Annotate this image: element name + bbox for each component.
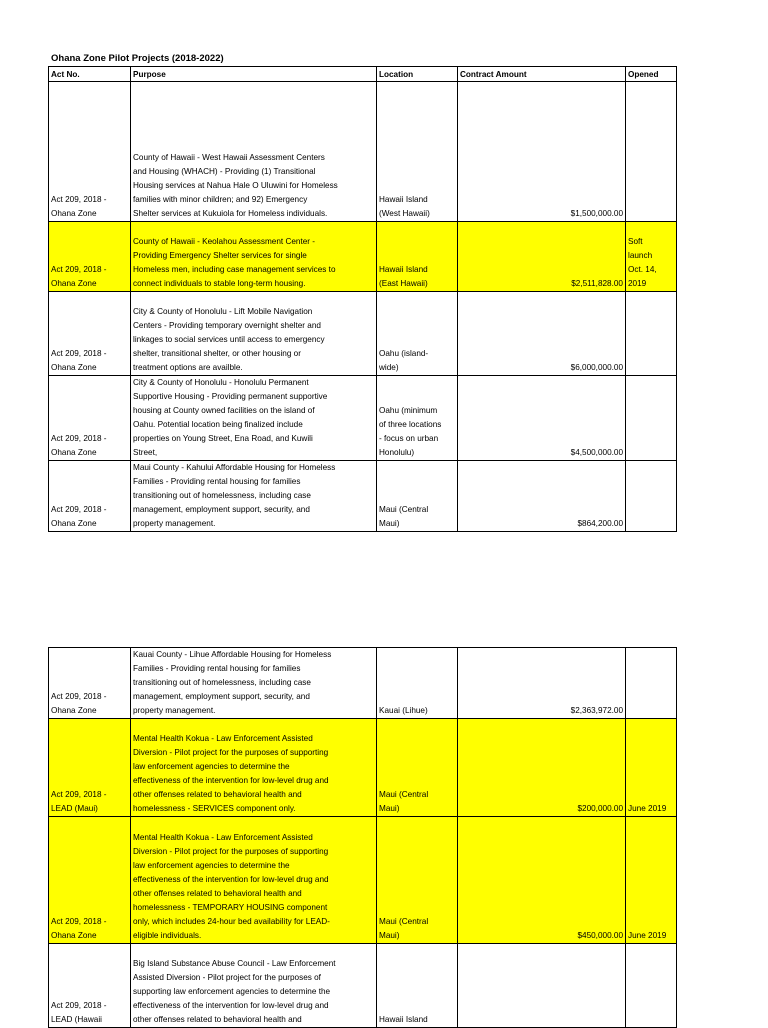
location-cell: Hawaii Island (East Hawaii) [377,222,458,292]
location-cell: Hawaii Island [377,944,458,1028]
amount-cell: $200,000.00 [458,719,626,817]
location-cell: Oahu (island- wide) [377,292,458,376]
projects-table [48,66,677,532]
purpose-cell: County of Hawaii - West Hawaii Assessment Centers and Housing (WHACH) - Providing (1) Transitional Housing services at Nahua Hale O Uluwini for Homeless families with minor children; and 92) Emergency Shelter services at Kukuiola for Homeless individuals. [131,82,377,222]
amount-cell: $4,500,000.00 [458,376,626,461]
opened-cell [626,82,677,222]
act-cell: Act 209, 2018 - Ohana Zone [49,376,131,461]
opened-cell [626,944,677,1028]
location-cell: Hawaii Island (West Hawaii) [377,82,458,222]
act-cell: Act 209, 2018 - Ohana Zone [49,817,131,944]
purpose-cell: Kauai County - Lihue Affordable Housing for Homeless Families - Providing rental housing for families transitioning out of homelessness, including case management, employment support, security, and property management. [131,648,377,719]
amount-cell: $2,511,828.00 [458,222,626,292]
act-cell: Act 209, 2018 - LEAD (Hawaii [49,944,131,1028]
amount-cell: $2,363,972.00 [458,648,626,719]
projects-table-continued [48,647,677,1028]
opened-cell: Soft launch Oct. 14, 2019 [626,222,677,292]
header-opened: Opened [626,67,677,82]
table-row [49,82,677,222]
opened-cell [626,461,677,532]
document-title: Ohana Zone Pilot Projects (2018-2022) [51,53,224,64]
amount-cell: $6,000,000.00 [458,292,626,376]
table-row [49,222,677,292]
opened-cell [626,292,677,376]
purpose-cell: City & County of Honolulu - Lift Mobile Navigation Centers - Providing temporary overnight shelter and linkages to social services until access to emergency shelter, transitional shelter, or other housing or treatment options are availble. [131,292,377,376]
amount-cell [458,944,626,1028]
amount-cell: $450,000.00 [458,817,626,944]
act-cell: Act 209, 2018 - LEAD (Maui) [49,719,131,817]
act-cell: Act 209, 2018 - Ohana Zone [49,82,131,222]
table-row [49,944,677,1028]
location-cell: Maui (Central Maui) [377,817,458,944]
purpose-cell: Mental Health Kokua - Law Enforcement Assisted Diversion - Pilot project for the purposes of supporting law enforcement agencies to determine the effectiveness of the intervention for low-level drug and other offenses related to behavioral health and homelessness - TEMPORARY HOUSING component only, which includes 24-hour bed availability for LEAD- eligible individuals. [131,817,377,944]
header-act-no: Act No. [49,67,131,82]
amount-cell: $1,500,000.00 [458,82,626,222]
purpose-cell: Maui County - Kahului Affordable Housing for Homeless Families - Providing rental housing for families transitioning out of homelessness, including case management, employment support, security, and property management. [131,461,377,532]
table-row [49,719,677,817]
location-cell: Maui (Central Maui) [377,461,458,532]
header-purpose: Purpose [131,67,377,82]
purpose-cell: Big Island Substance Abuse Council - Law Enforcement Assisted Diversion - Pilot project for the purposes of supporting law enforcement agencies to determine the effectiveness of the intervention for low-level drug and other offenses related to behavioral health and [131,944,377,1028]
act-cell: Act 209, 2018 - Ohana Zone [49,292,131,376]
header-location: Location [377,67,458,82]
opened-cell [626,648,677,719]
location-cell: Maui (Central Maui) [377,719,458,817]
location-cell: Kauai (Lihue) [377,648,458,719]
act-cell: Act 209, 2018 - Ohana Zone [49,648,131,719]
amount-cell: $864,200.00 [458,461,626,532]
table-row [49,461,677,532]
table-row [49,648,677,719]
table-row [49,292,677,376]
table-row [49,817,677,944]
table-row [49,376,677,461]
purpose-cell: County of Hawaii - Keolahou Assessment Center - Providing Emergency Shelter services for single Homeless men, including case management services to connect individuals to stable long-term housing. [131,222,377,292]
opened-cell: June 2019 [626,719,677,817]
act-cell: Act 209, 2018 - Ohana Zone [49,222,131,292]
opened-cell [626,376,677,461]
location-cell: Oahu (minimum of three locations - focus on urban Honolulu) [377,376,458,461]
act-cell: Act 209, 2018 - Ohana Zone [49,461,131,532]
purpose-cell: City & County of Honolulu - Honolulu Permanent Supportive Housing - Providing permanent supportive housing at County owned facilities on the island of Oahu. Potential location being finalized include properties on Young Street, Ena Road, and Kuwili Street, [131,376,377,461]
opened-cell: June 2019 [626,817,677,944]
header-contract-amount: Contract Amount [458,67,626,82]
purpose-cell: Mental Health Kokua - Law Enforcement Assisted Diversion - Pilot project for the purposes of supporting law enforcement agencies to determine the effectiveness of the intervention for low-level drug and other offenses related to behavioral health and homelessness - SERVICES component only. [131,719,377,817]
